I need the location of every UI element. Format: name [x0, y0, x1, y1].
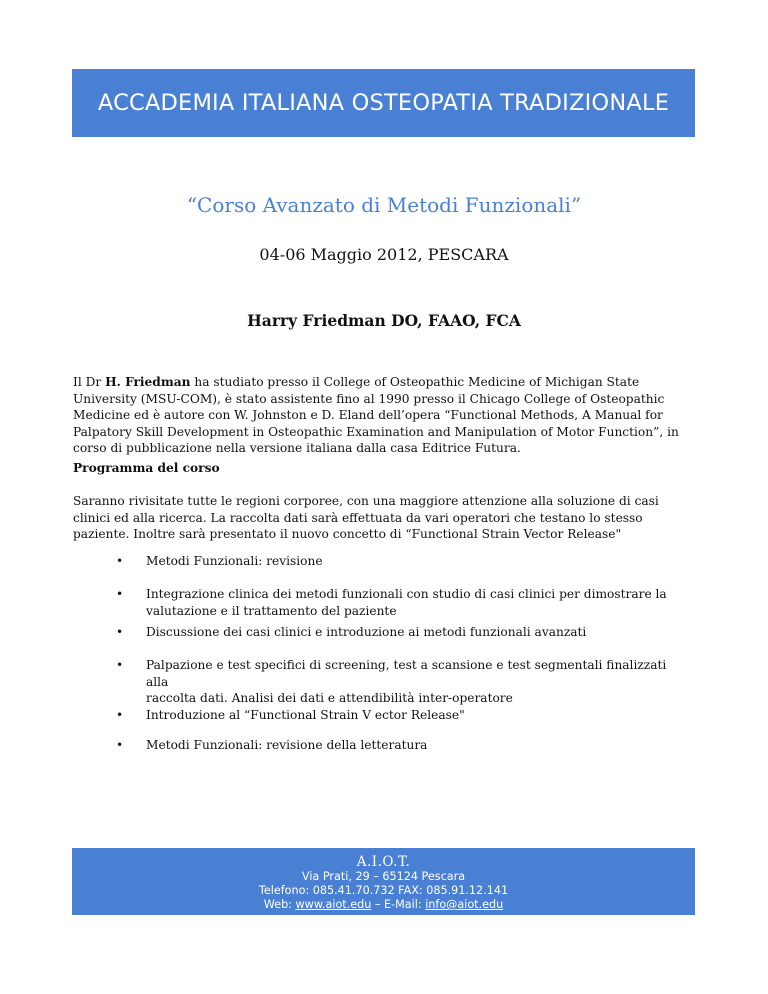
bio-text: ha studiato presso il College of Osteopathic Medicine of Michigan State University (MSU-COM), è stato assistente fino al 1990 presso il Chicago College of Osteopathic Medicine ed è autore con W. Johnston e D. Eland dell’opera “Functional Methods, A Manual for Palpatory Skill Development in Osteopathic Examination and Manipulation of Motor Function”, in corso di pubblicazione nella versione italiana dalla casa Editrice Futura. [73, 375, 679, 455]
list-item-text: Palpazione e test specifici di screening, test a scansione e test segmentali finalizzati alla [146, 658, 667, 689]
list-item-text: Introduzione al “Functional Strain V ector Release" [146, 708, 465, 722]
footer-contacts [72, 898, 695, 912]
list-item-continued [116, 690, 706, 707]
bio-name: H. Friedman [105, 375, 191, 389]
website-link[interactable]: www.aiot.edu [295, 898, 372, 911]
list-item [116, 737, 706, 754]
bullet-icon: • [116, 658, 124, 672]
list-item-text: Integrazione clinica dei metodi funzionali con studio di casi clinici per dimostrare la valutazione e il trattamento del paziente [146, 587, 667, 618]
list-item [116, 586, 706, 619]
list-item [116, 657, 706, 690]
footer-phone-fax: Telefono: 085.41.70.732 FAX: 085.91.12.141 [258, 884, 509, 897]
program-intro: Saranno rivisitate tutte le regioni corporee, con una maggiore attenzione alla soluzione di casi clinici ed alla ricerca. La raccolta dati sarà effettuata da vari operatori che testano lo stesso paziente. Inoltre sarà presentato il nuovo concetto di “Functional Strain Vector Release" [73, 494, 659, 541]
email-label: – E-Mail: [371, 898, 426, 911]
footer-address: Via Prati, 29 – 65124 Pescara [301, 870, 466, 883]
bio-prefix: Il Dr [73, 375, 106, 389]
header-banner [72, 69, 695, 137]
footer-banner [72, 848, 695, 915]
list-item-text: Metodi Funzionali: revisione [146, 554, 323, 568]
bullet-icon: • [116, 708, 124, 722]
list-item [116, 553, 706, 570]
list-item [116, 707, 706, 724]
bullet-icon: • [116, 625, 124, 639]
bullet-icon: • [116, 554, 124, 568]
instructor-bio [73, 374, 698, 457]
footer-org: A.I.O.T. [356, 854, 411, 870]
email-link[interactable]: info@aiot.edu [425, 898, 504, 911]
list-item-text: Metodi Funzionali: revisione della letteratura [146, 738, 428, 752]
academy-title: ACCADEMIA ITALIANA OSTEOPATIA TRADIZIONALE [97, 90, 670, 116]
bullet-icon: • [116, 587, 124, 601]
course-date: 04-06 Maggio 2012, PESCARA [259, 245, 509, 264]
web-label: Web: [263, 898, 296, 911]
list-item-text: Discussione dei casi clinici e introduzione ai metodi funzionali avanzati [146, 625, 587, 639]
bullet-icon: • [116, 738, 124, 752]
list-item-text: raccolta dati. Analisi dei dati e attendibilità inter-operatore [146, 691, 513, 705]
course-title: “Corso Avanzato di Metodi Funzionali” [186, 193, 582, 217]
program-heading: Programma del corso [73, 461, 220, 475]
instructor-name: Harry Friedman DO, FAAO, FCA [247, 311, 521, 330]
list-item [116, 624, 706, 641]
